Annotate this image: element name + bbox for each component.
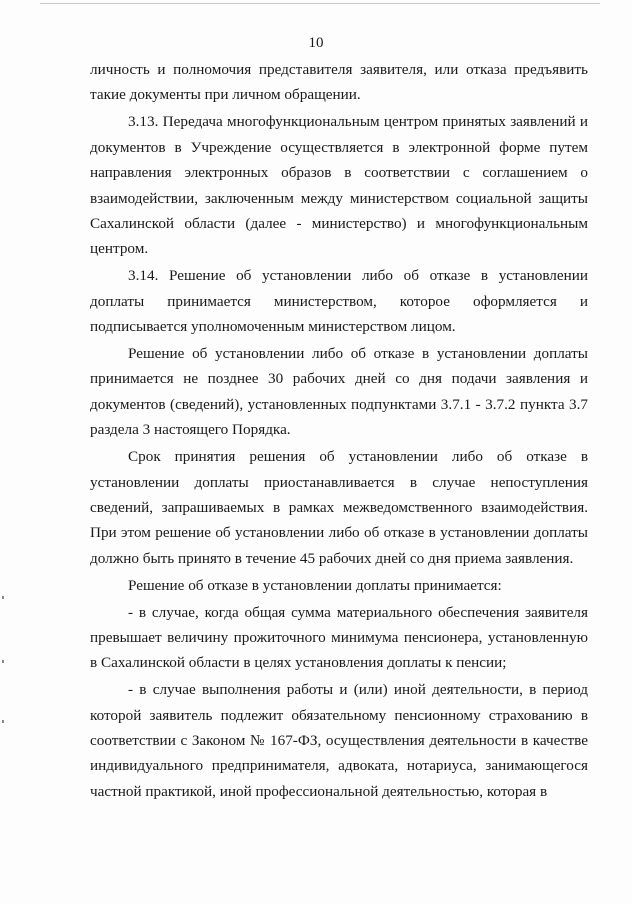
paragraph-3-13: 3.13. Передача многофункциональным центром принятых заявлений и документов в Учреждение осуществляется в электронной форме путем направления электронных образов в соответствии с соглашением о взаимодействии, заключенным между министерством социальной защиты Сахалинской области (далее - министерство) и многофункциональным центром.	[90, 113, 588, 258]
margin-mark	[2, 720, 4, 723]
paragraph-continuation: личность и полномочия представителя заявителя, или отказа предъявить такие документы при личном обращении.	[90, 61, 588, 104]
list-item-employment: - в случае выполнения работы и (или) иной деятельности, в период которой заявитель подлежит обязательному пенсионному страхованию в соответствии с Законом № 167-ФЗ, осуществления деятельности в качестве индивидуального предпринимателя, адвоката, нотариуса, занимающегося частной практикой, иной профессиональной деятельностью, которая в	[90, 681, 588, 800]
body-text	[90, 57, 588, 804]
list-item-income: - в случае, когда общая сумма материального обеспечения заявителя превышает величину прожиточного минимума пенсионера, установленную в Сахалинской области в целях установления доплаты к пенсии;	[90, 603, 588, 672]
paragraph-decision-deadline: Решение об установлении либо об отказе в установлении доплаты принимается не позднее 30 рабочих дней со дня подачи заявления и документов (сведений), установленных подпунктами 3.7.1 - 3.7.2 пункта 3.7 раздела 3 настоящего Порядка.	[90, 344, 588, 439]
paragraph-refusal-intro: Решение об отказе в установлении доплаты принимается:	[128, 576, 502, 594]
page-number: 10	[308, 35, 324, 51]
paragraph-3-14: 3.14. Решение об установлении либо об отказе в установлении доплаты принимается министерством, которое оформляется и подписывается уполномоченным министерством лицом.	[90, 267, 588, 336]
margin-mark	[2, 660, 4, 663]
top-rule	[40, 3, 600, 4]
paragraph-suspension: Срок принятия решения об установлении либо об отказе в установлении доплаты приостанавливается в случае непоступления сведений, запрашиваемых в рамках межведомственного взаимодействия. При этом решение об установлении либо об отказе в установлении доплаты должно быть принято в течение 45 рабочих дней со дня приема заявления.	[90, 448, 588, 567]
margin-mark	[2, 596, 4, 599]
